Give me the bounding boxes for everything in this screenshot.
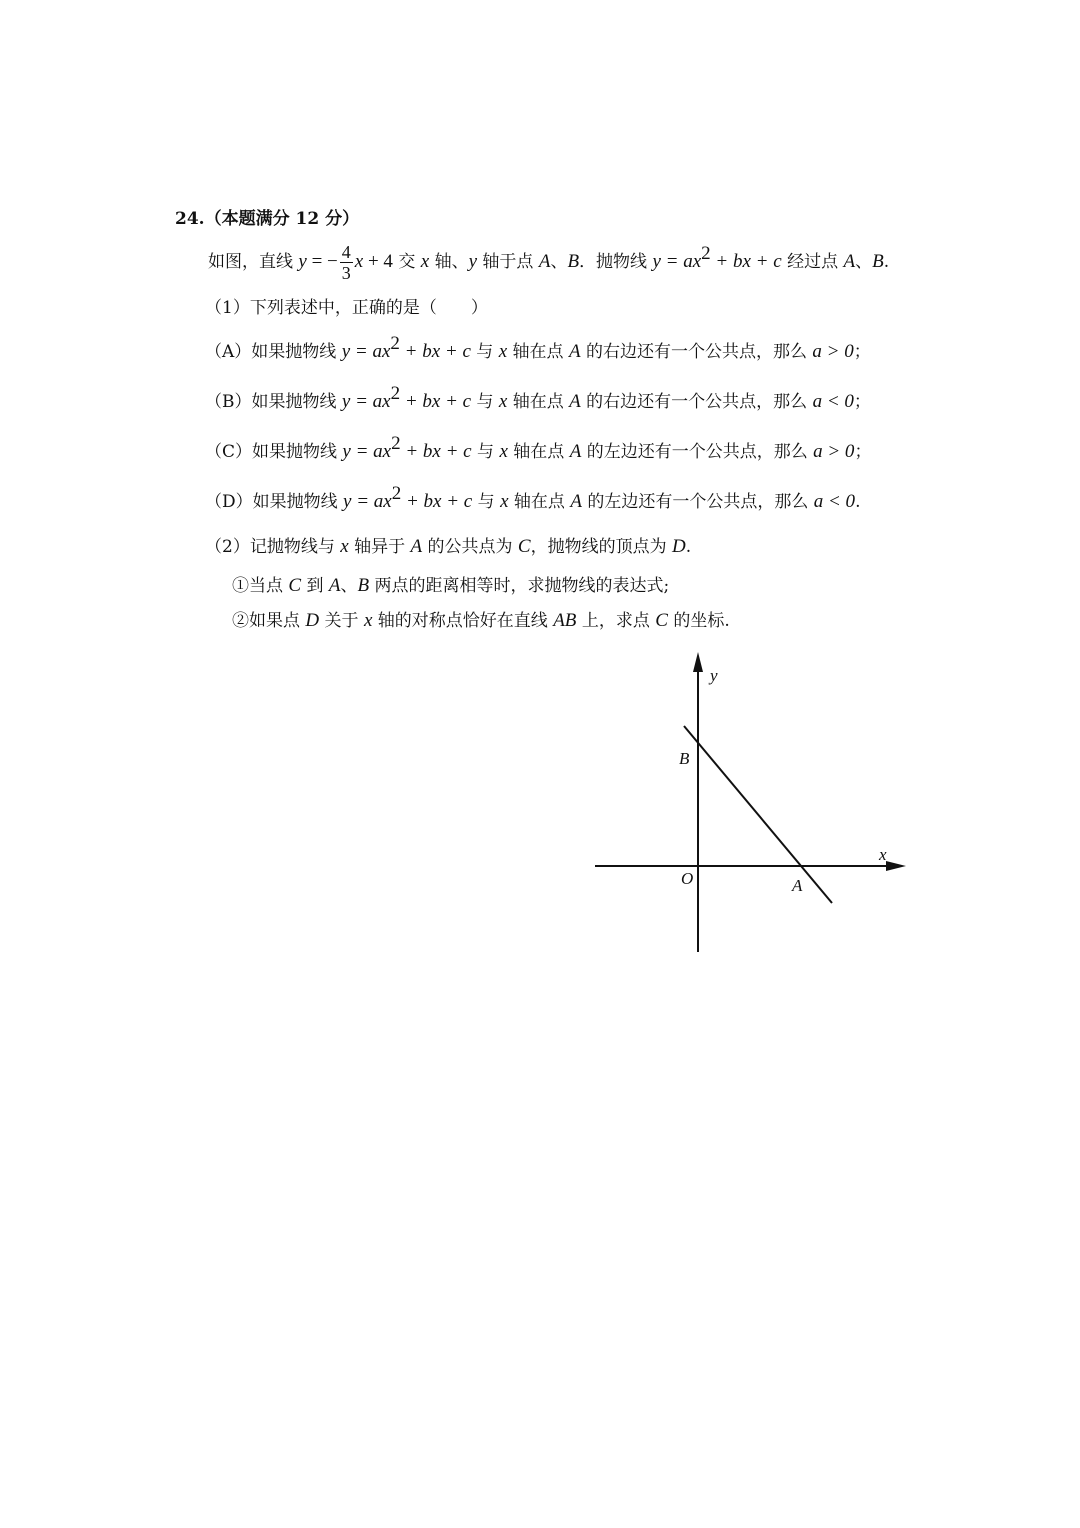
q2-2-text: 上，求点 — [576, 611, 656, 631]
parabola-expr: y = ax — [652, 251, 702, 272]
q2-2-text: ②如果点 — [232, 611, 306, 631]
option-expr: y = ax — [343, 491, 392, 512]
option-label: （D）如果抛物线 — [205, 492, 344, 512]
option-point: A — [570, 491, 582, 512]
option-expr-tail: + bx + c — [401, 491, 473, 512]
exponent: 2 — [390, 333, 400, 354]
intro-eq: = − — [306, 251, 338, 272]
label-a: A — [792, 876, 803, 895]
exponent: 2 — [701, 243, 711, 264]
option-text: 与 — [471, 392, 499, 412]
exponent: 2 — [391, 433, 401, 454]
q2-text: （2）记抛物线与 — [205, 537, 341, 557]
intro-text: ．抛物线 — [579, 252, 653, 272]
fraction-numerator: 4 — [341, 242, 351, 262]
intro-x: x — [354, 251, 364, 272]
q2-1-text: 、 — [340, 576, 358, 596]
option-text: 轴在点 — [508, 492, 571, 512]
intro-x-axis: x — [420, 251, 430, 272]
q2-1-text: 到 — [301, 576, 329, 596]
point-b: B — [567, 251, 580, 272]
option-expr-tail: + bx + c — [400, 391, 472, 412]
intro-text: 交 — [392, 252, 421, 272]
option-end: . — [855, 492, 861, 512]
q2-text: ，抛物线的顶点为 — [530, 537, 672, 557]
option-point: A — [569, 441, 582, 462]
q2-text: 的公共点为 — [422, 537, 518, 557]
q2-1-text: 两点的距离相等时，求抛物线的表达式; — [369, 576, 670, 596]
exponent: 2 — [391, 483, 402, 504]
line-ab — [684, 726, 832, 903]
option-condition: a < 0 — [812, 391, 854, 412]
option-text: 与 — [471, 442, 500, 462]
option-label: （A）如果抛物线 — [205, 342, 342, 362]
point-c: C — [288, 575, 302, 596]
intro-text: 、 — [550, 252, 568, 272]
problem-number: 24. — [175, 209, 205, 229]
intro-y-axis: y — [468, 251, 478, 272]
intro-text: 经过点 — [781, 252, 844, 272]
label-y: y — [710, 666, 718, 685]
x-axis-arrow — [886, 861, 906, 871]
option-end: ； — [853, 392, 871, 412]
intro-text: 轴于点 — [477, 252, 539, 272]
option-x: x — [498, 391, 508, 412]
q2-2-text: 的坐标. — [667, 611, 730, 631]
label-x: x — [879, 845, 887, 864]
option-expr: y = ax — [341, 341, 391, 362]
intro-y: y — [298, 251, 307, 272]
fraction-denominator: 3 — [341, 263, 351, 283]
option-point: A — [569, 391, 581, 412]
intro-plus4: + 4 — [363, 251, 393, 272]
point-a: A — [538, 251, 551, 272]
question-1-prompt: （1）下列表述中，正确的是（ ） — [205, 298, 488, 318]
exponent: 2 — [390, 383, 401, 404]
option-x: x — [500, 491, 509, 512]
label-o: O — [681, 869, 694, 888]
option-text: 与 — [472, 492, 501, 512]
parabola-expr-tail: + bx + c — [710, 251, 782, 272]
option-text: 轴在点 — [507, 442, 570, 462]
option-text: 的左边还有一个公共点，那么 — [581, 442, 814, 462]
option-expr: y = ax — [341, 391, 391, 412]
intro-text: 、 — [855, 252, 873, 272]
point-d: D — [305, 610, 320, 631]
point-d: D — [672, 536, 686, 557]
option-condition: a < 0 — [813, 491, 856, 512]
q2-2-x: x — [363, 610, 373, 631]
point-a: A — [843, 251, 856, 272]
intro-text: 如图，直线 — [208, 252, 299, 272]
option-text: 轴在点 — [507, 392, 570, 412]
problem-score: （本题满分 12 分） — [204, 209, 360, 229]
q2-1-text: ①当点 — [232, 576, 289, 596]
option-x: x — [498, 341, 508, 362]
q2-text: 轴异于 — [348, 537, 411, 557]
option-text: 的左边还有一个公共点，那么 — [581, 492, 814, 512]
option-x: x — [499, 441, 508, 462]
option-text: 的右边还有一个公共点，那么 — [580, 392, 813, 412]
option-expr-tail: + bx + c — [400, 441, 472, 462]
point-c: C — [517, 536, 531, 557]
option-label: （B）如果抛物线 — [205, 392, 342, 412]
intro-text: . — [883, 252, 890, 272]
q2-text: . — [685, 537, 692, 557]
option-expr-tail: + bx + c — [399, 341, 471, 362]
option-end: ； — [853, 342, 871, 362]
option-end: ； — [854, 442, 872, 462]
point-b: B — [872, 251, 884, 272]
q2-x: x — [340, 536, 349, 557]
point-a: A — [410, 536, 423, 557]
option-text: 的右边还有一个公共点，那么 — [580, 342, 813, 362]
point-b: B — [357, 575, 370, 596]
option-text: 轴在点 — [507, 342, 569, 362]
point-c: C — [655, 610, 668, 631]
line-ab: AB — [553, 610, 577, 631]
option-condition: a > 0 — [813, 441, 855, 462]
intro-text: 轴、 — [429, 252, 469, 272]
q2-2-text: 轴的对称点恰好在直线 — [372, 611, 554, 631]
q2-2-text: 关于 — [319, 611, 364, 631]
y-axis-arrow — [693, 652, 703, 672]
point-a: A — [328, 575, 341, 596]
option-text: 与 — [470, 342, 499, 362]
option-expr: y = ax — [342, 441, 392, 462]
option-label: （C）如果抛物线 — [205, 442, 343, 462]
option-point: A — [568, 341, 581, 362]
option-condition: a > 0 — [812, 341, 854, 362]
label-b: B — [679, 749, 690, 768]
